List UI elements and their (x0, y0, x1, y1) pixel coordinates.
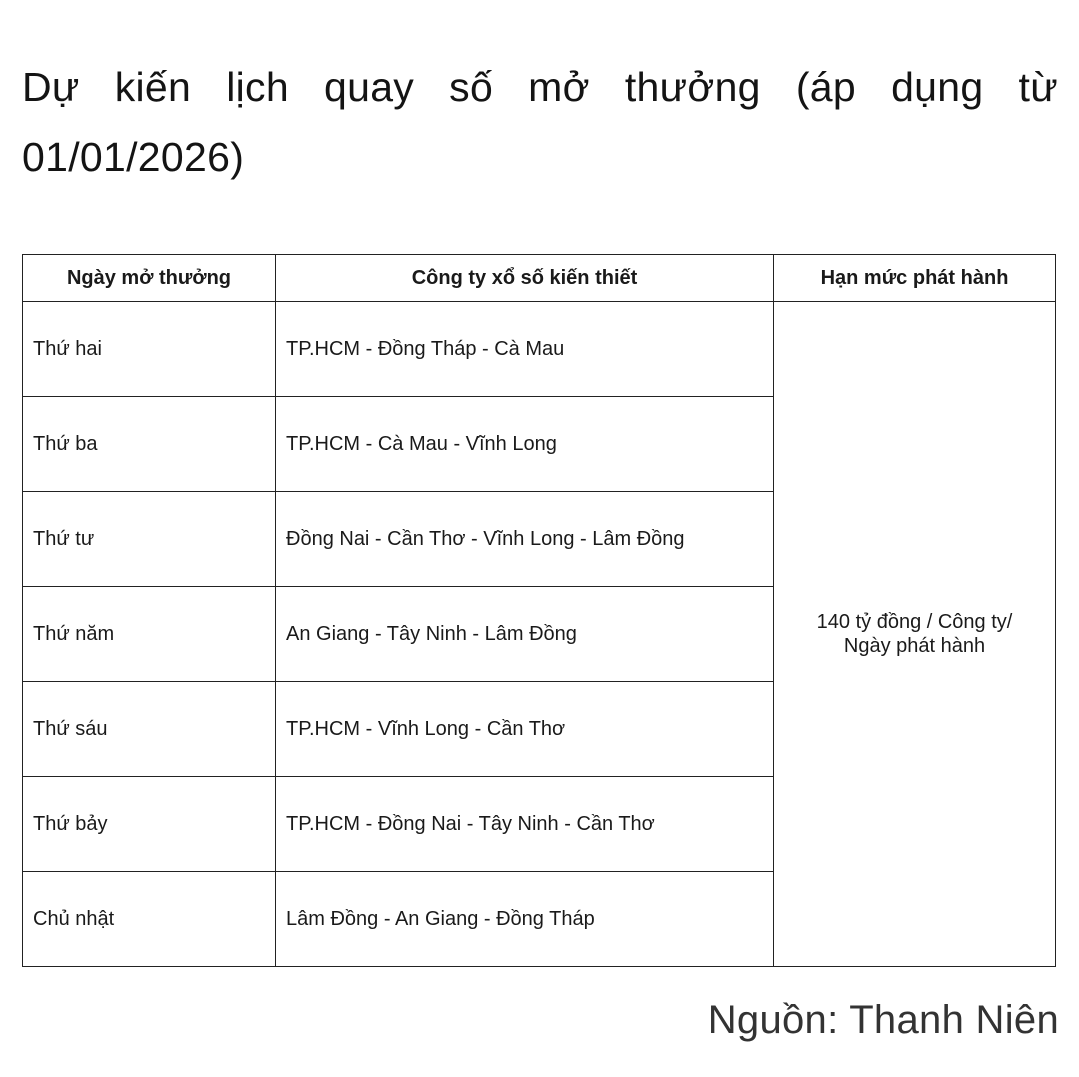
row-day: Thứ sáu (23, 682, 276, 777)
page-title: Dự kiến lịch quay số mở thưởng (áp dụng từ 01/01/2026) (22, 64, 1058, 180)
row-companies: Đồng Nai - Cần Thơ - Vĩnh Long - Lâm Đồng (276, 492, 774, 587)
header-issuance-limit: Hạn mức phát hành (774, 255, 1056, 302)
row-companies: TP.HCM - Đồng Nai - Tây Ninh - Cần Thơ (276, 777, 774, 872)
header-draw-day: Ngày mở thưởng (23, 255, 276, 302)
source-credit: Nguồn: Thanh Niên (707, 998, 1059, 1042)
lottery-schedule-table (22, 254, 1056, 967)
row-day: Chủ nhật (23, 872, 276, 967)
row-companies: TP.HCM - Đồng Tháp - Cà Mau (276, 302, 774, 397)
row-companies: TP.HCM - Vĩnh Long - Cần Thơ (276, 682, 774, 777)
issuance-limit-line-1: 140 tỷ đồng / Công ty/ (816, 611, 1013, 633)
issuance-limit-line-2: Ngày phát hành (843, 635, 986, 657)
row-companies: TP.HCM - Cà Mau - Vĩnh Long (276, 397, 774, 492)
row-day: Thứ năm (23, 587, 276, 682)
row-companies: Lâm Đồng - An Giang - Đồng Tháp (276, 872, 774, 967)
table-header-row (23, 255, 1056, 302)
row-day: Thứ tư (23, 492, 276, 587)
row-day: Thứ bảy (23, 777, 276, 872)
table-row (23, 302, 1056, 397)
header-lottery-company: Công ty xổ số kiến thiết (276, 255, 774, 302)
issuance-limit-cell (774, 302, 1056, 967)
row-companies: An Giang - Tây Ninh - Lâm Đồng (276, 587, 774, 682)
row-day: Thứ hai (23, 302, 276, 397)
row-day: Thứ ba (23, 397, 276, 492)
